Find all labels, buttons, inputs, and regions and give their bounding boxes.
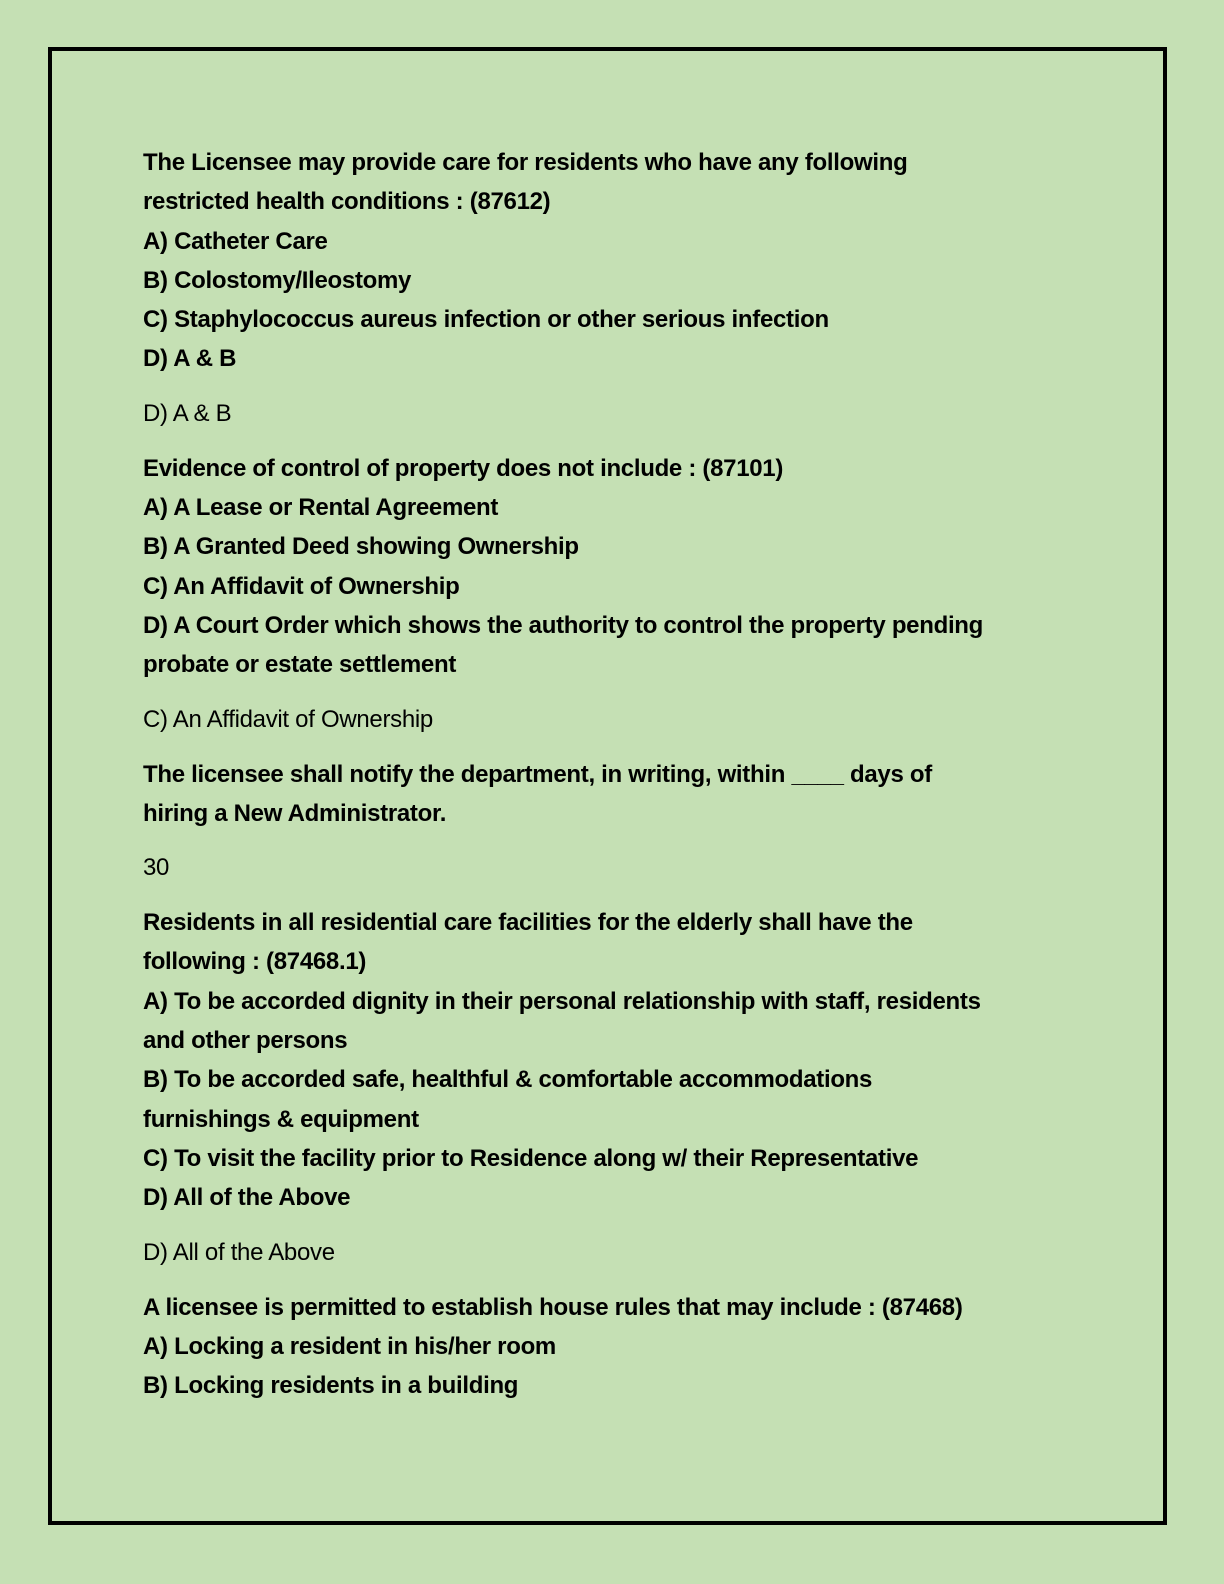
question-text: following : (87468.1) xyxy=(143,948,367,976)
question-text: Evidence of control of property does not include : (87101) xyxy=(143,454,784,482)
question-text: restricted health conditions : (87612) xyxy=(143,188,551,216)
question-4 xyxy=(143,903,1073,1217)
question-5 xyxy=(143,1288,1073,1406)
answer-4: D) All of the Above xyxy=(143,1238,335,1266)
option-c: C) An Affidavit of Ownership xyxy=(143,572,460,600)
answer-1: D) A & B xyxy=(143,399,232,427)
question-text: A licensee is permitted to establish house rules that may include : (87468) xyxy=(143,1293,963,1321)
question-1 xyxy=(143,143,1073,379)
option-d-continued: probate or estate settlement xyxy=(143,651,457,679)
option-d: D) All of the Above xyxy=(143,1184,351,1212)
option-b: B) Colostomy/Ileostomy xyxy=(143,266,412,294)
option-b: B) Locking residents in a building xyxy=(143,1372,519,1400)
question-text: hiring a New Administrator. xyxy=(143,799,447,827)
option-b-continued: furnishings & equipment xyxy=(143,1105,419,1133)
answer-3: 30 xyxy=(143,854,170,882)
option-a: A) Locking a resident in his/her room xyxy=(143,1332,556,1360)
question-text: The licensee shall notify the department, in writing, within ____ days of xyxy=(143,760,932,788)
question-2 xyxy=(143,449,1073,685)
question-3 xyxy=(143,755,1073,834)
option-b: B) To be accorded safe, healthful & comfortable accommodations xyxy=(143,1066,873,1094)
document-content xyxy=(143,143,1073,1405)
question-text: The Licensee may provide care for residents who have any following xyxy=(143,149,908,176)
option-c: C) Staphylococcus aureus infection or other serious infection xyxy=(143,306,829,334)
option-a: A) A Lease or Rental Agreement xyxy=(143,494,499,522)
option-b: B) A Granted Deed showing Ownership xyxy=(143,533,579,561)
answer-2: C) An Affidavit of Ownership xyxy=(143,705,433,733)
option-d: D) A & B xyxy=(143,345,237,373)
question-text: Residents in all residential care facilities for the elderly shall have the xyxy=(143,909,913,937)
option-a-continued: and other persons xyxy=(143,1027,348,1055)
option-a: A) To be accorded dignity in their personal relationship with staff, residents xyxy=(143,987,981,1015)
option-d: D) A Court Order which shows the authority to control the property pending xyxy=(143,611,984,639)
option-a: A) Catheter Care xyxy=(143,227,328,255)
option-c: C) To visit the facility prior to Residence along w/ their Representative xyxy=(143,1144,919,1172)
